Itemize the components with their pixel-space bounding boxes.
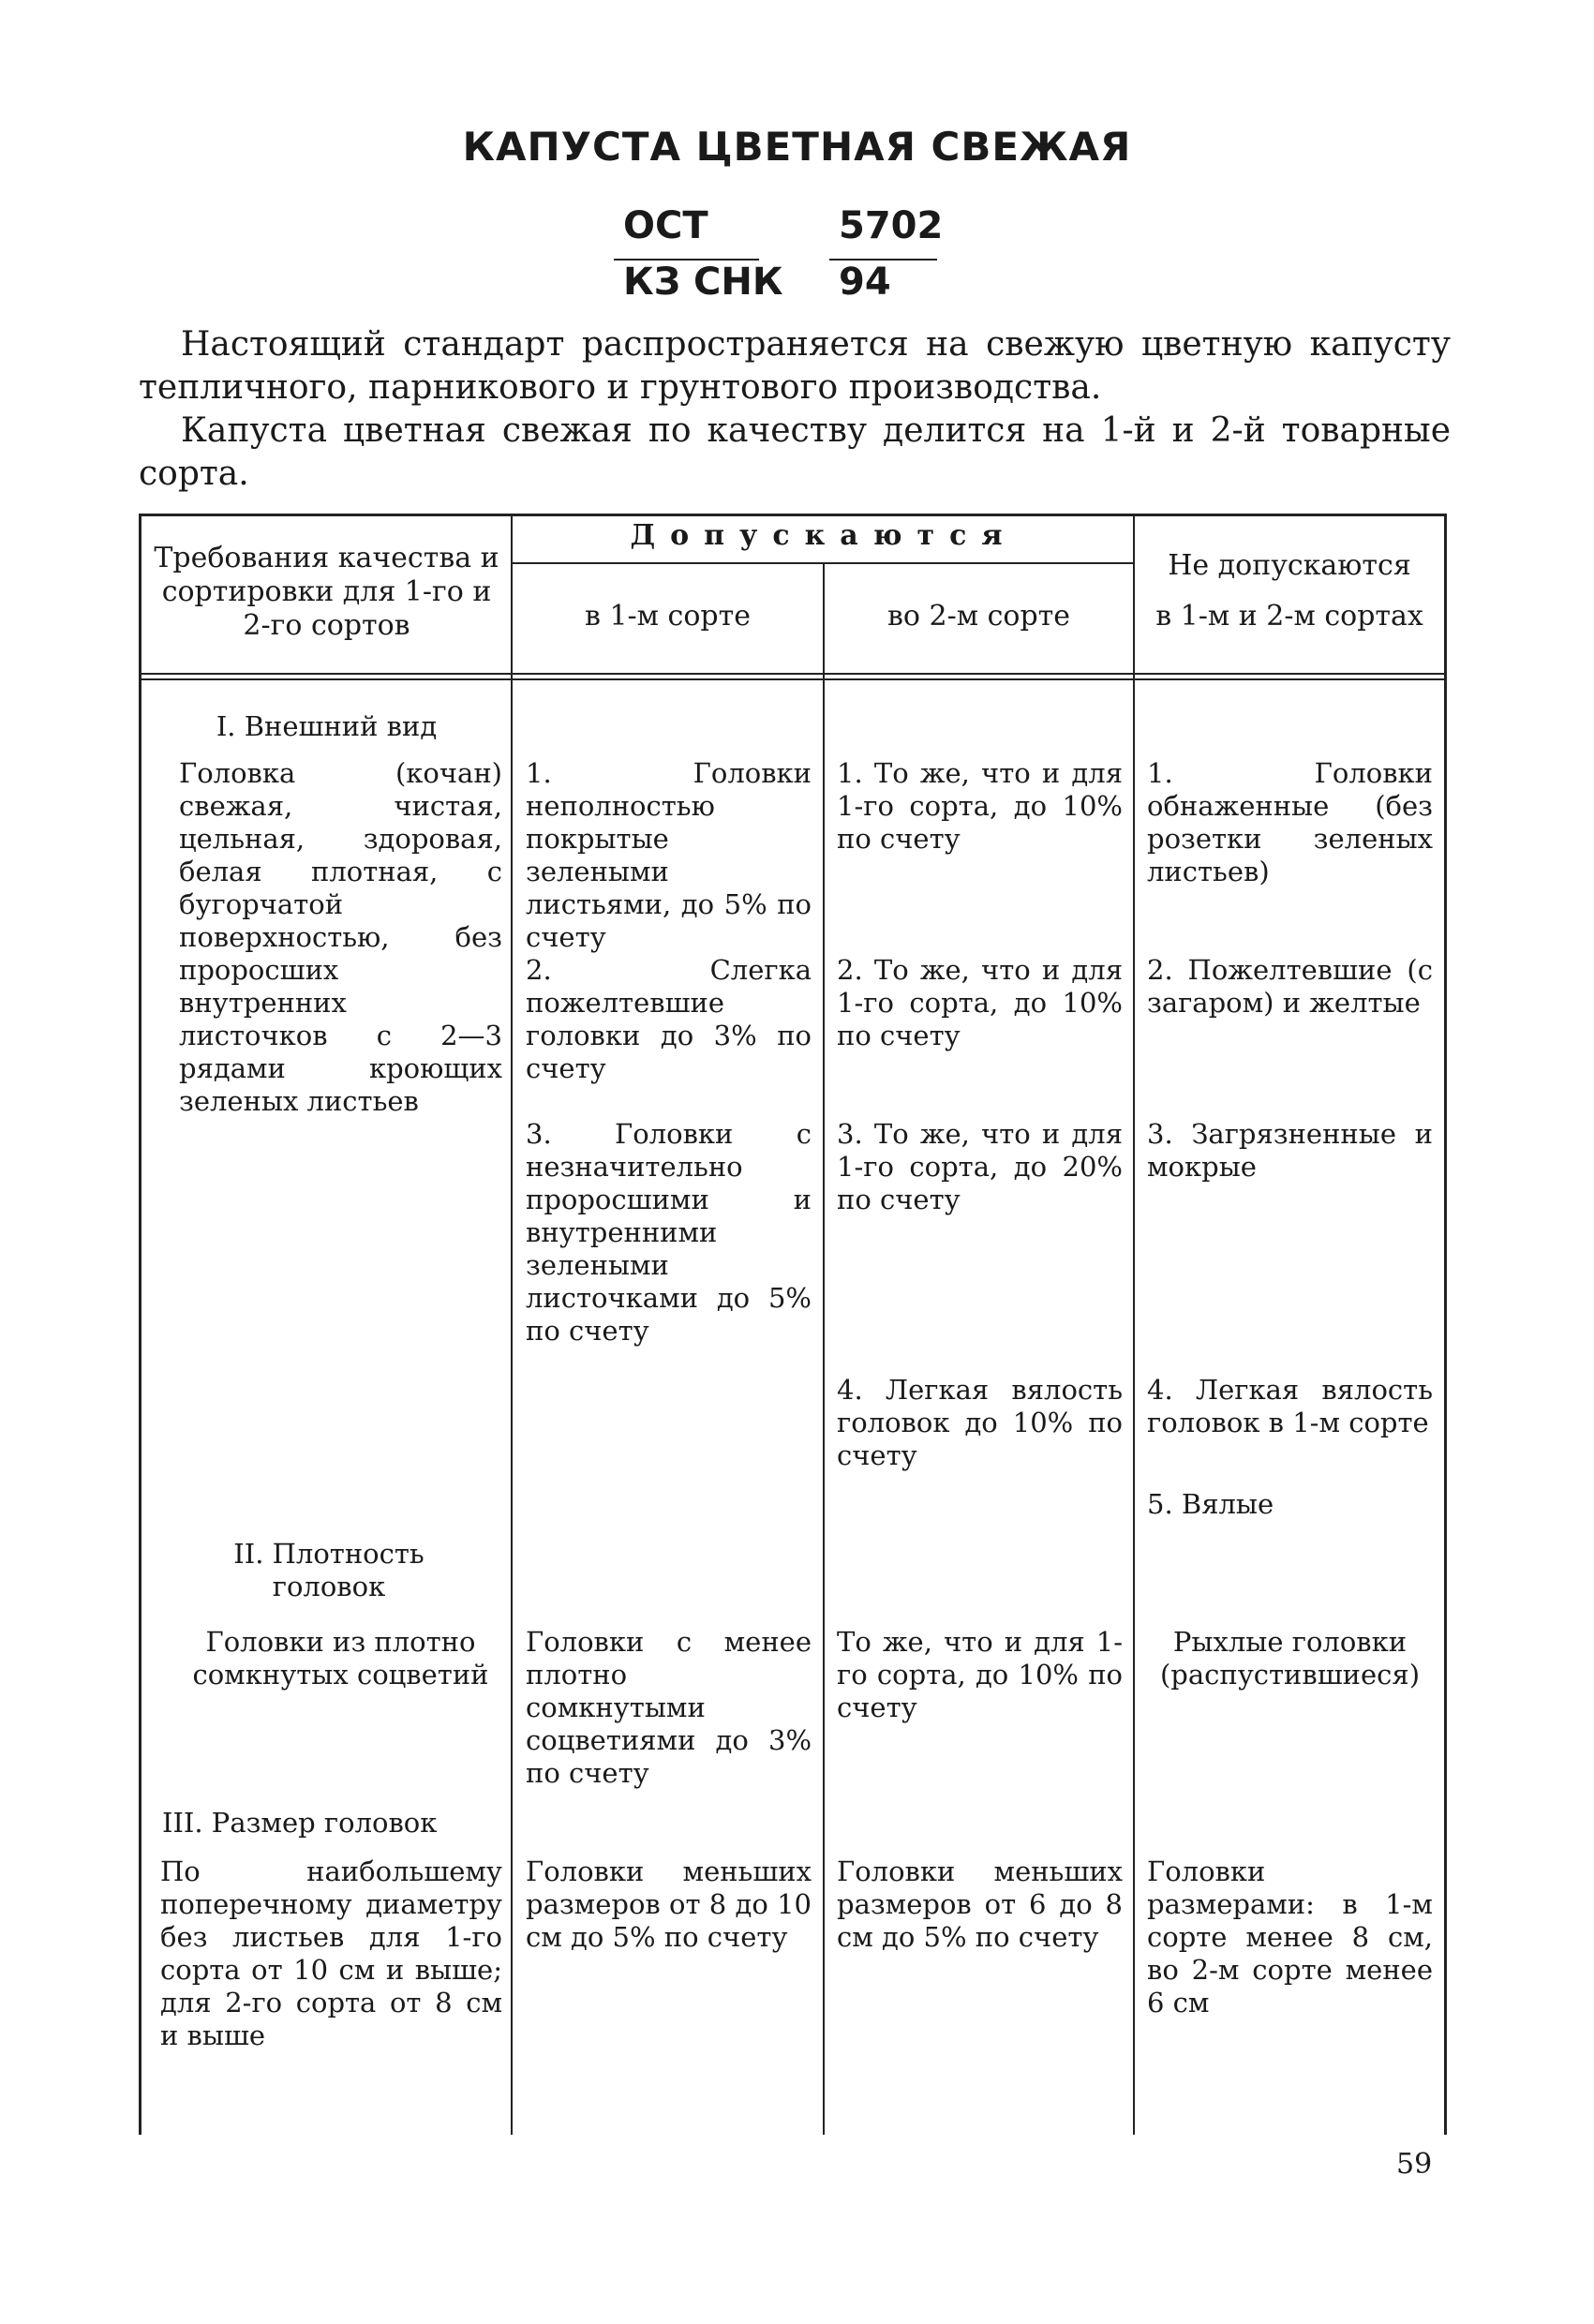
s1-not-allowed-item-2: 2. Пожелтевшие (с загаром) и желтые: [1147, 954, 1433, 1019]
header-grade-2: во 2-м сорте: [887, 600, 1070, 633]
s1-not-allowed-item-1: 1. Головки обнаженные (без розетки зеленых листьев): [1147, 757, 1433, 887]
s1-grade1-item-2: 2. Слегка пожелтевшие головки до 3% по счету: [526, 954, 812, 1084]
s2-grade1: Головки с менее плотно сомкнутыми соцветиями до 3% по счету: [526, 1626, 812, 1789]
s2-grade2: То же, что и для 1-го сорта, до 10% по счету: [837, 1626, 1123, 1723]
s1-grade2-item-3: 3. То же, что и для 1-го сорта, до 20% по счету: [837, 1118, 1123, 1215]
header-not-allowed: Не допускаются: [1168, 549, 1411, 582]
header-bottom-rule: [139, 673, 1447, 675]
section-2-title: II. Плотность головок: [233, 1538, 425, 1602]
section-1-title: I. Внешний вид: [216, 710, 438, 742]
s1-grade2-item-1: 1. То же, что и для 1-го сорта, до 10% по счету: [837, 757, 1123, 855]
s1-not-allowed-item-3: 3. Загрязненные и мокрые: [1147, 1118, 1433, 1183]
intro-paragraph-2: Капуста цветная свежая по качеству делится на 1-й и 2-й товарные сорта.: [139, 411, 1451, 493]
page-title: КАПУСТА ЦВЕТНАЯ СВЕЖАЯ: [462, 124, 1132, 170]
table-top-rule: [139, 514, 1447, 516]
s3-grade1: Головки меньших размеров от 8 до 10 см до 5% по счету: [526, 1855, 812, 1953]
header-not-allowed-grades: в 1-м и 2-м сортах: [1155, 600, 1423, 633]
standard-row-1: [614, 204, 951, 261]
s2-not-allowed: Рыхлые головки (распустившиеся): [1159, 1626, 1421, 1691]
issuer-number: 94: [839, 261, 891, 304]
standard-designation: [614, 204, 951, 317]
header-allowed: Допускаются: [630, 519, 1018, 552]
standard-number: 5702: [839, 204, 944, 247]
section-2-requirement: Головки из плотно сомкнутых соцветий: [192, 1626, 489, 1691]
s3-grade2: Головки меньших размеров от 6 до 8 см до 5% по счету: [837, 1855, 1123, 1953]
s1-grade2-item-4: 4. Легкая вялость головок до 10% по счету: [837, 1374, 1123, 1471]
intro-paragraph-1: Настоящий стандарт распространяется на свежую цветную капусту тепличного, парникового и грунтового производства.: [139, 325, 1451, 407]
column-rule: [823, 562, 825, 2135]
quality-table: [139, 514, 1447, 2135]
section-3-requirement: По наибольшему поперечному диаметру без листьев для 1-го сорта от 10 см и выше; для 2-го сорта от 8 см и выше: [160, 1855, 502, 2051]
section-3-title: III. Размер головок: [162, 1807, 438, 1839]
intro-text: [139, 323, 1451, 496]
section-1-requirement: Головка (кочан) свежая, чистая, цельная, здоровая, белая плотная, с бугорчатой поверхностью, без проросших внутренних листочков с 2—3 рядами кроющих зеленых листьев: [179, 757, 502, 1117]
s1-grade1-item-3: 3. Головки с незначительно проросшими и внутренними зелеными листочками до 5% по счету: [526, 1118, 812, 1347]
s3-not-allowed: Головки размерами: в 1-м сорте менее 8 см, во 2-м сорте менее 6 см: [1147, 1855, 1433, 2019]
s1-not-allowed-item-5: 5. Вялые: [1147, 1488, 1274, 1520]
s1-grade1-item-1: 1. Головки неполностью покрытые зелеными листьями, до 5% по счету: [526, 757, 812, 953]
header-grade-1: в 1-м сорте: [585, 600, 751, 633]
header-bottom-rule-double: [139, 678, 1447, 680]
s1-grade2-item-2: 2. То же, что и для 1-го сорта, до 10% по счету: [837, 954, 1123, 1051]
column-rule: [511, 514, 513, 2135]
standard-code: ОСТ: [623, 204, 708, 247]
header-requirements: Требования качества и сортировки для 1-го и 2-го сортов: [154, 542, 499, 642]
standard-row-2: [614, 261, 951, 317]
s1-not-allowed-item-4: 4. Легкая вялость головок в 1-м сорте: [1147, 1374, 1433, 1438]
column-rule: [1133, 514, 1135, 2135]
issuer-code: КЗ СНК: [623, 261, 783, 304]
page-number: 59: [1396, 2148, 1433, 2181]
